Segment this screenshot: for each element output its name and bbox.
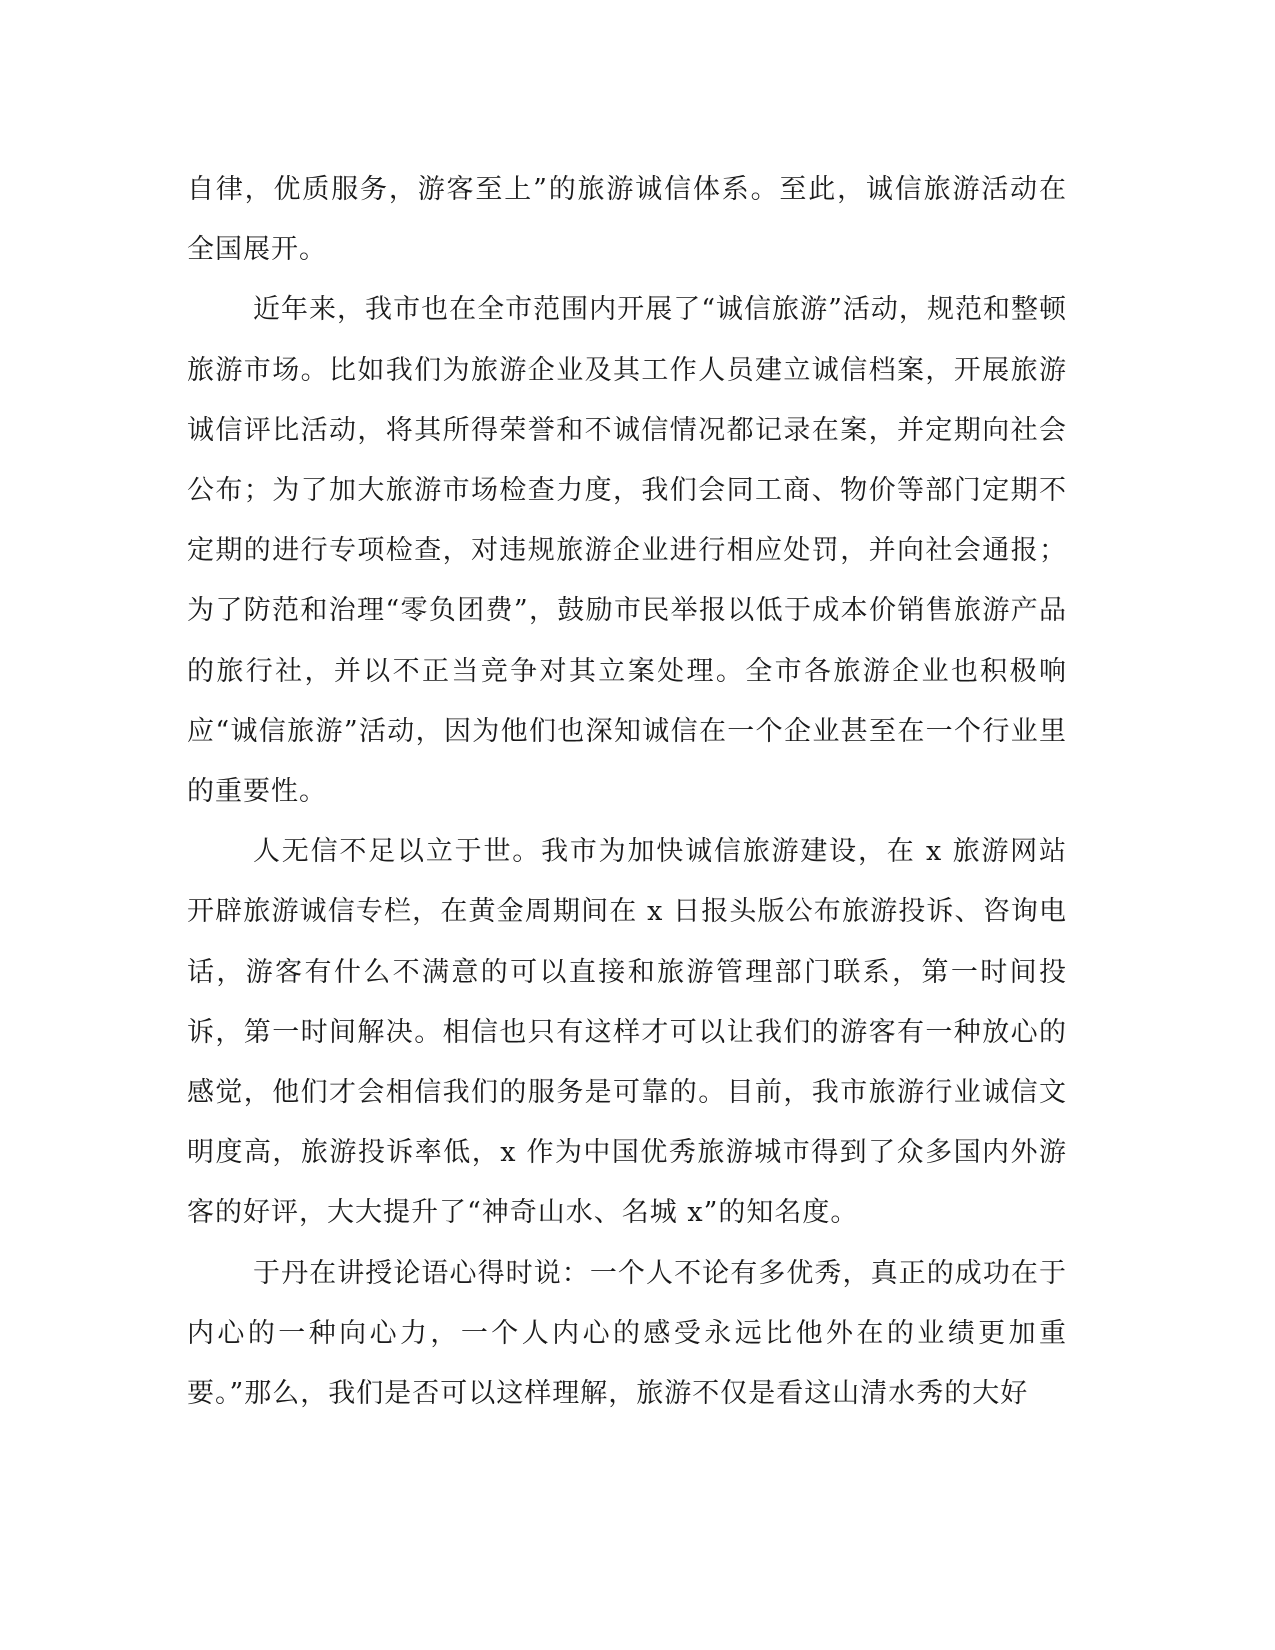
paragraph-1: 自律，优质服务，游客至上”的旅游诚信体系。至此，诚信旅游活动在全国展开。 (187, 174, 1067, 266)
paragraph-4: 于丹在讲授论语心得时说：一个人不论有多优秀，真正的成功在于内心的一种向心力，一个人内心的感受永远比他外在的业绩更加重要。”那么，我们是否可以这样理解，旅游不仅是看这山清水秀的大好 (187, 1257, 1067, 1410)
paragraph-2: 近年来，我市也在全市范围内开展了“诚信旅游”活动，规范和整顿旅游市场。比如我们为旅游企业及其工作人员建立诚信档案，开展旅游诚信评比活动，将其所得荣誉和不诚信情况都记录在案，并定期向社会公布；为了加大旅游市场检查力度，我们会同工商、物价等部门定期不定期的进行专项检查，对违规旅游企业进行相应处罚，并向社会通报；为了防范和治理“零负团费”，鼓励市民举报以低于成本价销售旅游产品的旅行社，并以不正当竞争对其立案处理。全市各旅游企业也积极响应“诚信旅游”活动，因为他们也深知诚信在一个企业甚至在一个行业里的重要性。 (187, 294, 1067, 808)
paragraph-3: 人无信不足以立于世。我市为加快诚信旅游建设，在 x 旅游网站开辟旅游诚信专栏，在黄金周期间在 x 日报头版公布旅游投诉、咨询电话，游客有什么不满意的可以直接和旅游管理部门联系，第一时间投诉，第一时间解决。相信也只有这样才可以让我们的游客有一种放心的感觉，他们才会相信我们的服务是可靠的。目前，我市旅游行业诚信文明度高，旅游投诉率低，x 作为中国优秀旅游城市得到了众多国内外游客的好评，大大提升了“神奇山水、名城 x”的知名度。 (187, 836, 1067, 1229)
document-body (187, 160, 1067, 1424)
